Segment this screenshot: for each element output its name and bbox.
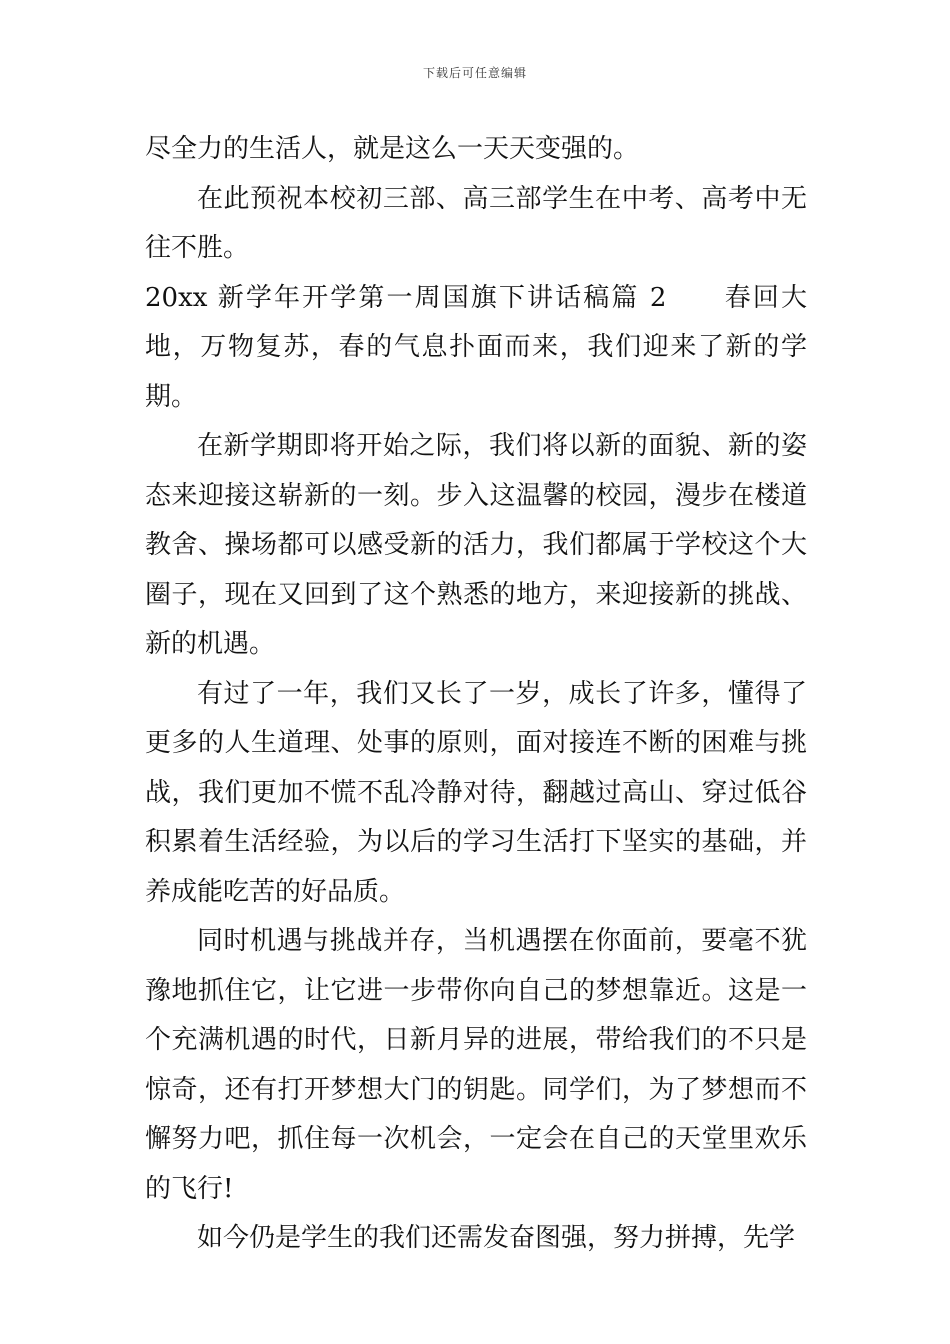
- paragraph-6: 同时机遇与挑战并存，当机遇摆在你面前，要毫不犹豫地抓住它，让它进一步带你向自己的梦想靠近。这是一个充满机遇的时代，日新月异的进展，带给我们的不只是惊奇，还有打开梦想大门的钥匙。同学们，为了梦想而不懈努力吧，抓住每一次机会，一定会在自己的天堂里欢乐的飞行!: [145, 926, 807, 1204]
- paragraph-3: [145, 274, 807, 423]
- paragraph-5: 有过了一年，我们又长了一岁，成长了许多，懂得了更多的人生道理、处事的原则，面对接连不断的困难与挑战，我们更加不慌不乱冷静对待，翻越过高山、穿过低谷积累着生活经验，为以后的学习生活打下坚实的基础，并养成能吃苦的好品质。: [145, 678, 807, 907]
- section-title: 20xx 新学年开学第一周国旗下讲话稿篇 2: [145, 282, 667, 313]
- document-body: [145, 125, 807, 1264]
- paragraph-2: 在此预祝本校初三部、高三部学生在中考、高考中无往不胜。: [145, 183, 807, 263]
- paragraph-1: 尽全力的生活人，就是这么一天天变强的。: [145, 134, 640, 164]
- paragraph-4: 在新学期即将开始之际，我们将以新的面貌、新的姿态来迎接这崭新的一刻。步入这温馨的校园，漫步在楼道教舍、操场都可以感受新的活力，我们都属于学校这个大圈子，现在又回到了这个熟悉的地方，来迎接新的挑战、新的机遇。: [145, 431, 807, 659]
- header-note: 下载后可任意编辑: [422, 66, 527, 80]
- paragraph-3-body: 春回大地，万物复苏，春的气息扑面而来，我们迎来了新的学期。: [145, 282, 807, 412]
- title-gap: [666, 283, 724, 313]
- paragraph-7: 如今仍是学生的我们还需发奋图强，努力拼搏，先学: [197, 1223, 796, 1253]
